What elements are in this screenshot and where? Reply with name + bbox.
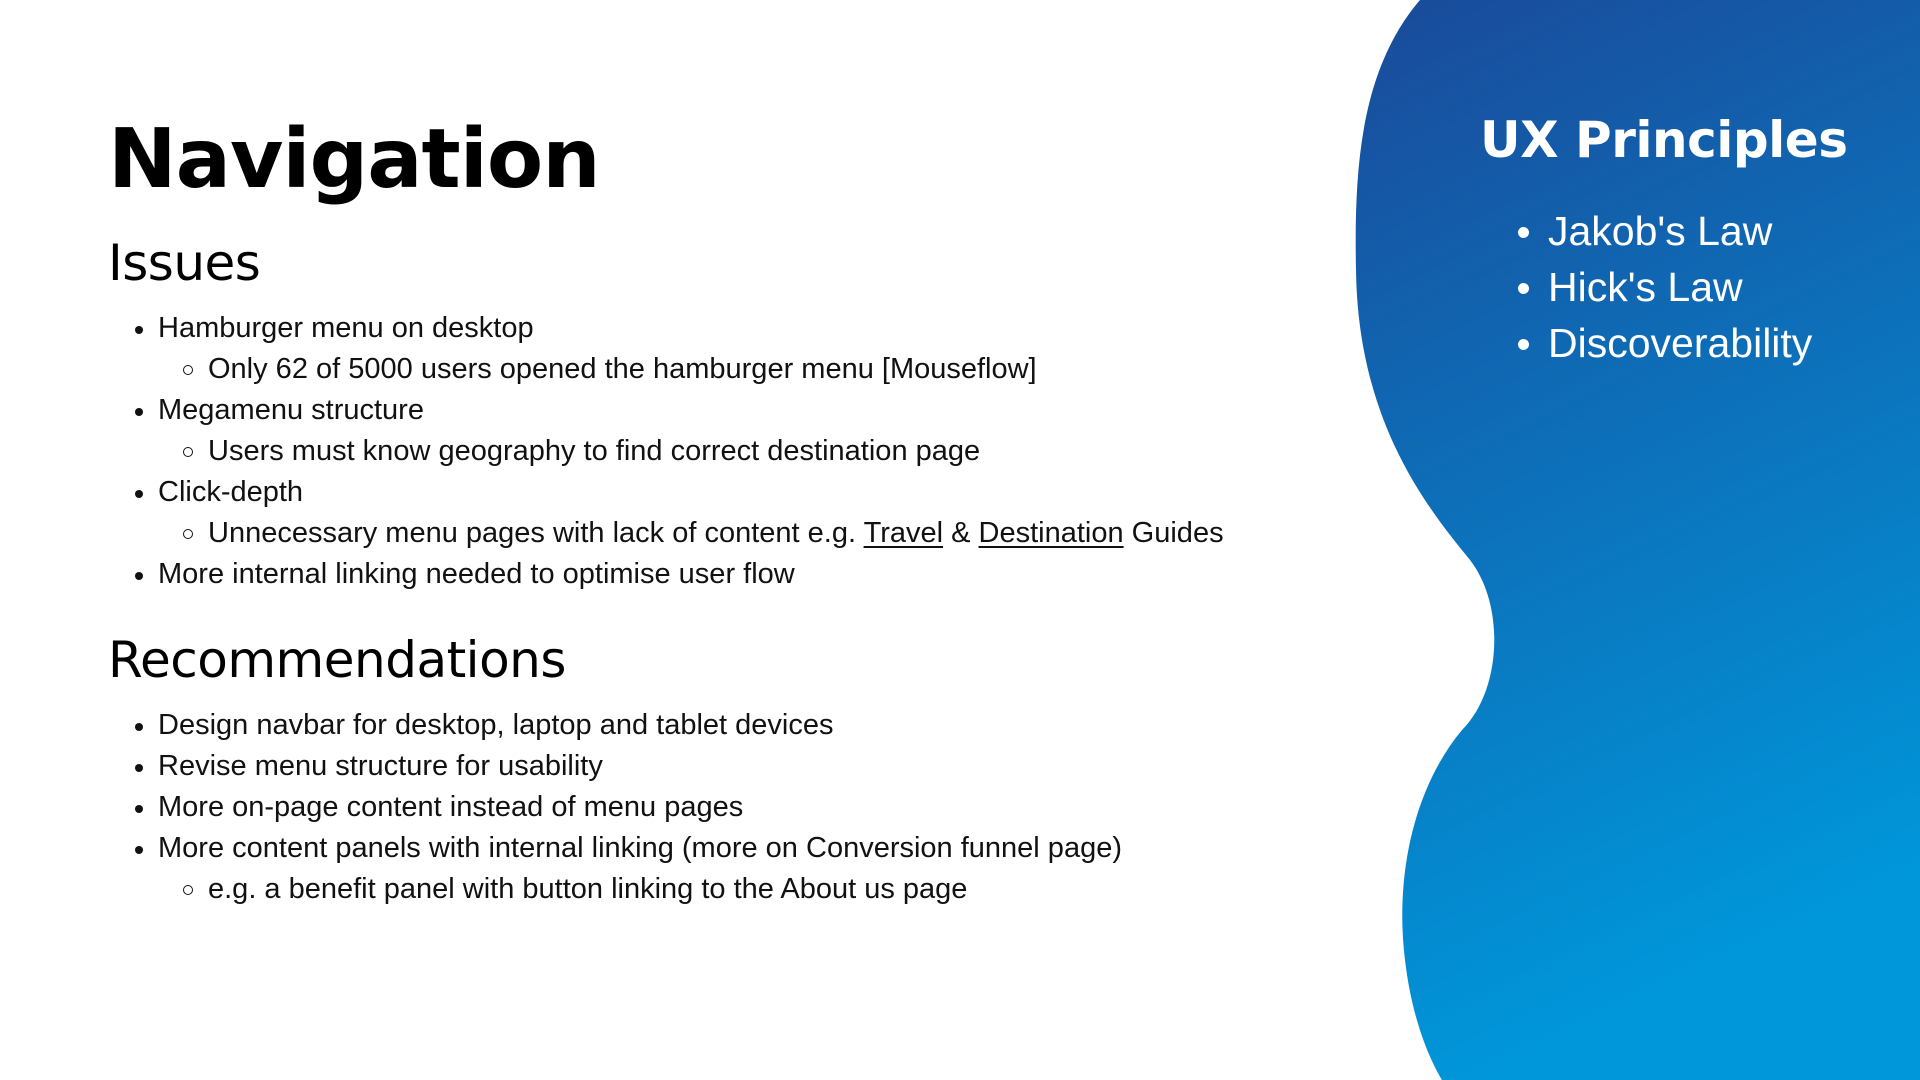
issues-heading: Issues	[108, 234, 261, 292]
sub-list	[158, 869, 1338, 910]
sub-list-item-text: Users must know geography to find correct destination page	[208, 435, 981, 467]
list-item	[108, 308, 1338, 390]
list-item-text: Design navbar for desktop, laptop and tablet devices	[158, 709, 834, 741]
list-item	[108, 787, 1338, 828]
sub-list	[158, 513, 1338, 554]
list-item-text: Hamburger menu on desktop	[158, 312, 534, 344]
list-item-text: More content panels with internal linking (more on Conversion funnel page)	[158, 832, 1122, 864]
recommendations-list	[108, 705, 1338, 910]
issues-list	[108, 308, 1338, 595]
main-content	[108, 100, 1338, 910]
sub-list-item	[158, 349, 1338, 390]
list-item	[108, 746, 1338, 787]
sub-list-item	[158, 869, 1338, 910]
list-item-text: Revise menu structure for usability	[158, 750, 603, 782]
sub-list-item-suffix: Guides	[1123, 517, 1224, 549]
list-item	[108, 390, 1338, 472]
travel-guides-link[interactable]: Travel	[863, 517, 944, 549]
page-title: Navigation	[108, 112, 600, 207]
list-item	[108, 554, 1338, 595]
principle-item: Discoverability	[1480, 315, 1900, 371]
list-item	[108, 828, 1338, 910]
sub-list	[158, 431, 1338, 472]
list-item-text: More on-page content instead of menu pages	[158, 791, 744, 823]
sub-list-item-prefix: Unnecessary menu pages with lack of content e.g.	[208, 517, 864, 549]
principle-item: Hick's Law	[1480, 259, 1900, 315]
sub-list-item	[158, 431, 1338, 472]
list-item-text: More internal linking needed to optimise user flow	[158, 558, 795, 590]
list-item-text: Megamenu structure	[158, 394, 424, 426]
sub-list-item-text: e.g. a benefit panel with button linking to the About us page	[208, 873, 968, 905]
sub-list-item	[158, 513, 1338, 554]
destination-guides-link[interactable]: Destination	[978, 517, 1124, 549]
ux-principles-list	[1480, 203, 1900, 371]
list-item-text: Click-depth	[158, 476, 304, 508]
sub-list-item-text: Only 62 of 5000 users opened the hamburger menu [Mouseflow]	[208, 353, 1037, 385]
recommendations-heading: Recommendations	[108, 631, 566, 689]
sub-list	[158, 349, 1338, 390]
list-item	[108, 705, 1338, 746]
ux-principles-panel	[1480, 105, 1900, 371]
list-item	[108, 472, 1338, 554]
sub-list-item-middle: &	[943, 517, 979, 549]
principle-item: Jakob's Law	[1480, 203, 1900, 259]
ux-principles-title: UX Principles	[1480, 111, 1848, 169]
